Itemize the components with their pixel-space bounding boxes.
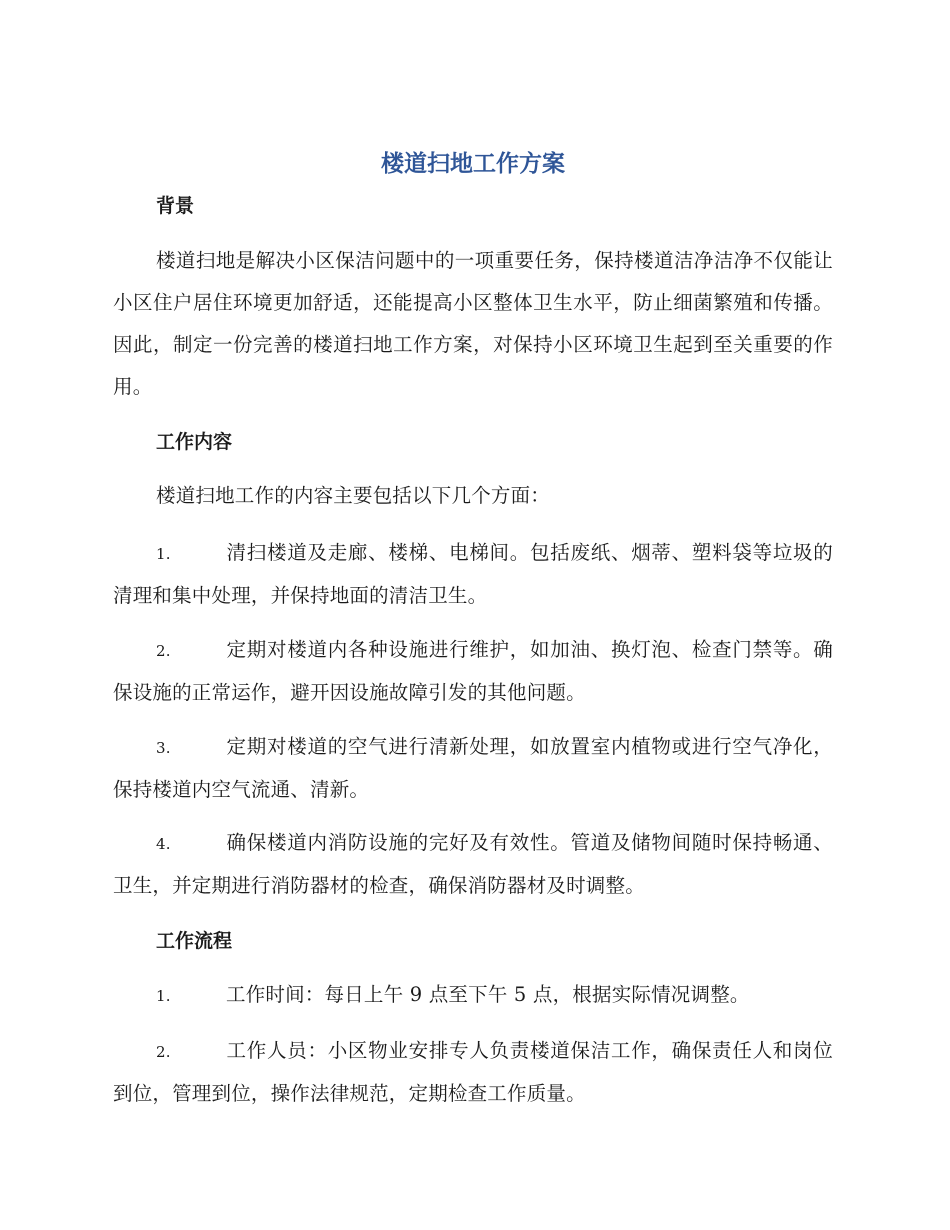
section-heading-background: 背景: [156, 195, 195, 217]
document-title: 楼道扫地工作方案: [381, 151, 565, 177]
list-number: 2.: [156, 642, 171, 660]
content-item-4: [113, 822, 833, 907]
list-item-text: 工作人员：小区物业安排专人负责楼道保洁工作，确保责任人和岗位到位，管理到位，操作法律规范，定期检查工作质量。: [113, 1039, 833, 1105]
list-item-text: 定期对楼道内各种设施进行维护，如加油、换灯泡、检查门禁等。确保设施的正常运作，避开因设施故障引发的其他问题。: [113, 638, 833, 704]
process-item-2: [113, 1030, 833, 1115]
section-heading-process: 工作流程: [156, 930, 233, 952]
background-paragraph: 楼道扫地是解决小区保洁问题中的一项重要任务，保持楼道洁净洁净不仅能让小区住户居住环境更加舒适，还能提高小区整体卫生水平，防止细菌繁殖和传播。因此，制定一份完善的楼道扫地工作方案，对保持小区环境卫生起到至关重要的作用。: [113, 249, 833, 398]
content-intro: 楼道扫地工作的内容主要包括以下几个方面：: [156, 484, 551, 507]
list-number: 3.: [156, 739, 171, 757]
list-number: 2.: [156, 1043, 171, 1061]
content-item-1: [113, 532, 833, 617]
process-item-1: [113, 974, 833, 1017]
list-number: 4.: [156, 835, 171, 853]
list-number: 1.: [156, 987, 171, 1005]
list-item-text: 定期对楼道的空气进行清新处理，如放置室内植物或进行空气净化，保持楼道内空气流通、清新。: [113, 735, 833, 801]
list-item-text: 确保楼道内消防设施的完好及有效性。管道及储物间随时保持畅通、卫生，并定期进行消防器材的检查，确保消防器材及时调整。: [113, 831, 833, 897]
list-item-text: 清扫楼道及走廊、楼梯、电梯间。包括废纸、烟蒂、塑料袋等垃圾的清理和集中处理，并保持地面的清洁卫生。: [113, 541, 833, 607]
section-heading-content: 工作内容: [156, 431, 233, 453]
content-item-3: [113, 726, 833, 811]
list-item-text: 工作时间：每日上午 9 点至下午 5 点，根据实际情况调整。: [226, 983, 750, 1006]
content-item-2: [113, 629, 833, 714]
list-number: 1.: [156, 545, 171, 563]
